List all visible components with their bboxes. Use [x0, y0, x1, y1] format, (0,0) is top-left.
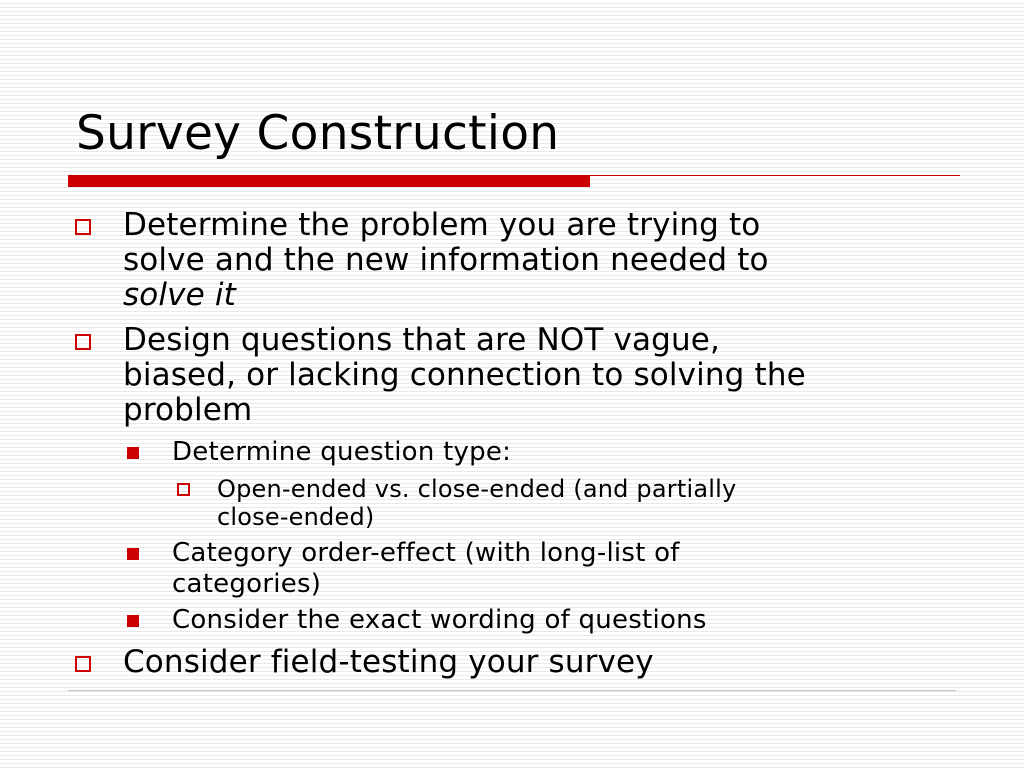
filled-square-bullet-icon	[127, 615, 139, 627]
hollow-square-bullet-icon	[75, 219, 91, 235]
bullet-line: Determine question type:	[172, 437, 512, 467]
bullet-line: Design questions that are NOT vague,	[123, 322, 720, 358]
bullet-line: biased, or lacking connection to solving the	[123, 357, 806, 393]
filled-square-bullet-icon	[127, 548, 139, 560]
bullet-line: Consider field-testing your survey	[123, 644, 654, 680]
bullet-line: Consider the exact wording of questions	[172, 605, 707, 635]
slide-title: Survey Construction	[76, 106, 560, 161]
bottom-rule	[68, 690, 956, 691]
bullet-text	[172, 437, 511, 468]
filled-square-bullet-icon	[127, 447, 139, 459]
bullet-line: Determine the problem you are trying to	[123, 207, 761, 243]
bullet-line: close-ended)	[217, 503, 375, 531]
bullet-line: solve it	[123, 277, 236, 313]
bullet-line: categories)	[172, 569, 322, 599]
bullet-text	[217, 475, 736, 531]
bullet-text	[172, 605, 707, 636]
hollow-square-bullet-icon	[177, 483, 190, 496]
bullet-text	[172, 538, 680, 600]
bullet-line: Category order-effect (with long-list of	[172, 538, 680, 568]
bullet-line: problem	[123, 392, 253, 428]
bullet-text	[123, 323, 806, 428]
hollow-square-bullet-icon	[75, 656, 91, 672]
hollow-square-bullet-icon	[75, 334, 91, 350]
bullet-text	[123, 645, 654, 680]
bullet-text	[123, 208, 769, 313]
bullet-line: solve and the new information needed to	[123, 242, 769, 278]
bullet-line: Open-ended vs. close-ended (and partially	[217, 475, 737, 503]
